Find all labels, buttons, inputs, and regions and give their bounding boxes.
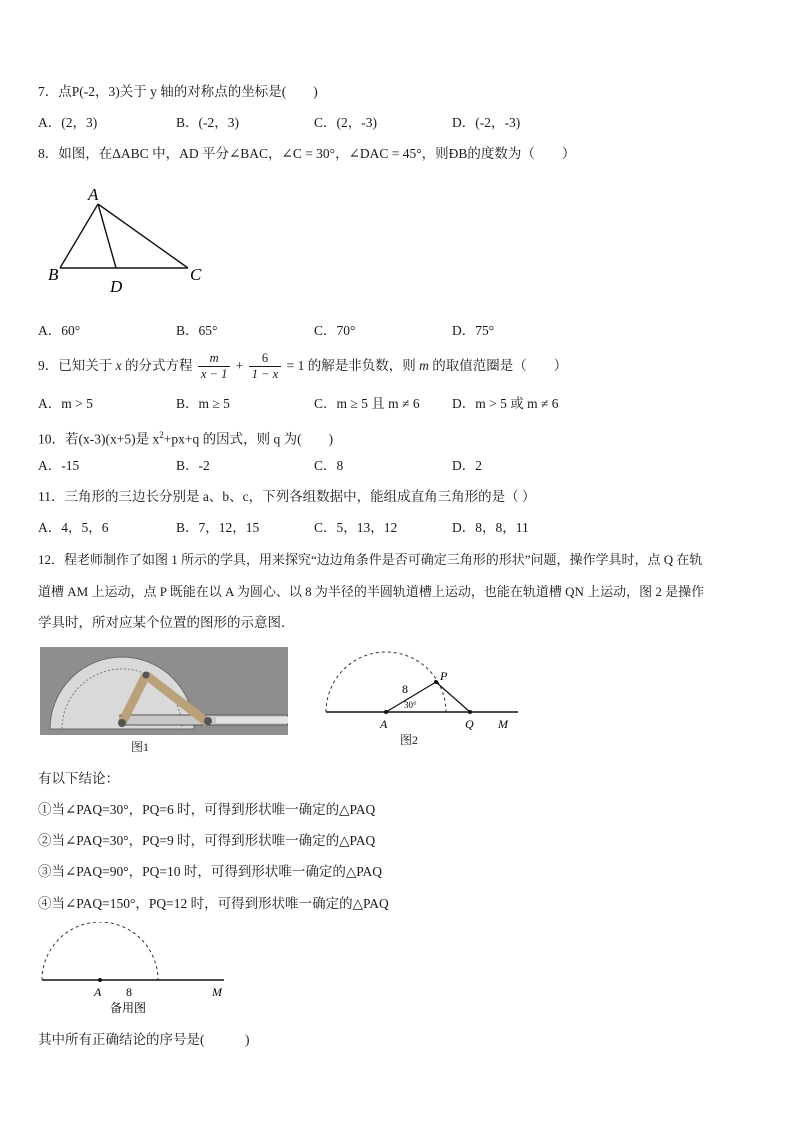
q10-stem-a: 10．若(x-3)(x+5)是 x bbox=[38, 431, 160, 447]
q9-fraction-2 bbox=[249, 351, 281, 382]
q11-option-c: C．5，13，12 bbox=[314, 520, 398, 535]
q12-fig2-label-m: M bbox=[498, 717, 508, 731]
q12-spare-label-m: M bbox=[212, 985, 222, 999]
q9-option-b: B．m ≥ 5 bbox=[176, 396, 230, 411]
q9-fraction-1 bbox=[198, 351, 230, 382]
q12-fig2-point-q bbox=[468, 710, 472, 714]
q10-option-d: D．2 bbox=[452, 458, 482, 473]
q12-spare-label-len: 8 bbox=[126, 985, 132, 999]
q7-option-a: A．(2，3) bbox=[38, 115, 98, 130]
q12-fig2-label-a: A bbox=[380, 717, 388, 731]
q8-side-ac bbox=[98, 204, 188, 268]
q12-figure-2-caption: 图2 bbox=[400, 733, 419, 747]
q10-option-b: B．-2 bbox=[176, 458, 210, 473]
q12-line-1: 12．程老师制作了如图 1 所示的学具，用来探究“边边角条件是否可确定三角形的形状”问题，操作学具时，点 Q 在轨 bbox=[38, 552, 703, 567]
q9-option-a: A．m > 5 bbox=[38, 396, 93, 411]
q7-option-c: C．(2，-3) bbox=[314, 115, 377, 130]
q12-final-question: 其中所有正确结论的序号是( ) bbox=[38, 1032, 250, 1047]
q10-superscript: 2 bbox=[159, 430, 164, 440]
q12-fig2-label-q: Q bbox=[465, 717, 474, 731]
q12-spare-figure bbox=[38, 922, 233, 1018]
q8-label-d: D bbox=[110, 277, 123, 296]
q12-figure-1-caption: 图1 bbox=[131, 740, 150, 754]
q10-stem-b: +px+q 的因式，则 q 为( ) bbox=[163, 431, 334, 447]
q12-spare-point-a bbox=[98, 978, 102, 982]
q8-label-a: A bbox=[88, 185, 99, 204]
q12-figure-2 bbox=[318, 646, 528, 736]
q9-mid: 的分式方程 bbox=[125, 358, 193, 373]
q12-line-2: 道槽 AM 上运动，点 P 既能在以 A 为圆心、以 8 为半径的半圆轨道槽上运动，也能在轨道槽 QN 上运动，图 2 是操作 bbox=[38, 584, 705, 599]
q12-spare-semicircle bbox=[42, 922, 158, 980]
q12-figure-1-drawing bbox=[40, 647, 288, 735]
q9-suffix1: 的解是非负数，则 bbox=[307, 358, 416, 373]
q8-option-c: C．70° bbox=[314, 323, 356, 338]
q7-stem: 7．点P(-2，3)关于 y 轴的对称点的坐标是( ) bbox=[38, 84, 318, 99]
q9-frac2-numerator: 6 bbox=[249, 351, 281, 367]
q9-plus: + bbox=[235, 358, 244, 373]
q12-line-3: 学具时，所对应某个位置的图形的示意图． bbox=[38, 615, 295, 630]
q9-suffix2: 的取值范圈是（ ） bbox=[432, 358, 568, 373]
q8-triangle-figure bbox=[40, 180, 220, 300]
q12-conclusion-3: ③当∠PAQ=90°，PQ=10 时，可得到形状唯一确定的△PAQ bbox=[38, 864, 382, 879]
q12-fig2-label-angle: 30° bbox=[404, 700, 417, 710]
q7-option-b: B．(-2，3) bbox=[176, 115, 239, 130]
q12-fig2-label-p: P bbox=[440, 669, 448, 683]
q11-stem: 11．三角形的三边长分别是 a、b、c，下列各组数据中，能组成直角三角形的是（ ） bbox=[38, 489, 536, 504]
q9-option-c: C．m ≥ 5 且 m ≠ 6 bbox=[314, 396, 420, 411]
q8-option-a: A．60° bbox=[38, 323, 81, 338]
q12-figure-1-photo bbox=[40, 647, 288, 735]
q12-fig2-label-len: 8 bbox=[402, 682, 408, 696]
q8-side-ab bbox=[60, 204, 98, 268]
q7-option-d: D．(-2，-3) bbox=[452, 115, 521, 130]
q12-conclusion-1: ①当∠PAQ=30°，PQ=6 时，可得到形状唯一确定的△PAQ bbox=[38, 802, 376, 817]
q10-option-c: C．8 bbox=[314, 458, 344, 473]
q12-fig2-point-a bbox=[384, 710, 388, 714]
q10-option-a: A．-15 bbox=[38, 458, 80, 473]
q12-spare-label-a: A bbox=[94, 985, 102, 999]
q12-spare-caption: 备用图 bbox=[110, 1001, 147, 1015]
q12-conclusion-4: ④当∠PAQ=150°，PQ=12 时，可得到形状唯一确定的△PAQ bbox=[38, 896, 389, 911]
q11-option-d: D．8，8，11 bbox=[452, 520, 529, 535]
q9-frac1-numerator: m bbox=[198, 351, 230, 367]
q12-fig2-point-p bbox=[434, 680, 438, 684]
q9-equals: = 1 bbox=[286, 358, 305, 373]
q8-label-b: B bbox=[48, 265, 59, 284]
q8-label-c: C bbox=[190, 265, 202, 284]
q12-fig2-segment-pq bbox=[436, 682, 470, 712]
q8-stem: 8．如图，在ΔABC 中，AD 平分∠BAC，∠C = 30°，∠DAC = 45°，则ÐB的度数为（ ） bbox=[38, 146, 576, 161]
q8-segment-ad bbox=[98, 204, 116, 268]
q10-stem bbox=[38, 426, 333, 449]
q9-var-m: m bbox=[419, 358, 429, 373]
q9-option-d: D．m > 5 或 m ≠ 6 bbox=[452, 396, 559, 411]
q11-option-b: B．7，12，15 bbox=[176, 520, 260, 535]
q9-stem bbox=[38, 349, 567, 383]
q11-option-a: A．4，5，6 bbox=[38, 520, 109, 535]
q8-option-b: B．65° bbox=[176, 323, 218, 338]
q12-conclusions-title: 有以下结论： bbox=[38, 771, 119, 786]
q9-frac2-denominator: 1 − x bbox=[251, 367, 279, 382]
q9-prefix: 9．已知关于 bbox=[38, 358, 113, 373]
q9-frac1-denominator: x − 1 bbox=[200, 367, 228, 382]
q9-var-x: x bbox=[115, 358, 122, 373]
q12-conclusion-2: ②当∠PAQ=30°，PQ=9 时，可得到形状唯一确定的△PAQ bbox=[38, 833, 376, 848]
q12-fig2-semicircle bbox=[326, 652, 446, 712]
q8-option-d: D．75° bbox=[452, 323, 495, 338]
